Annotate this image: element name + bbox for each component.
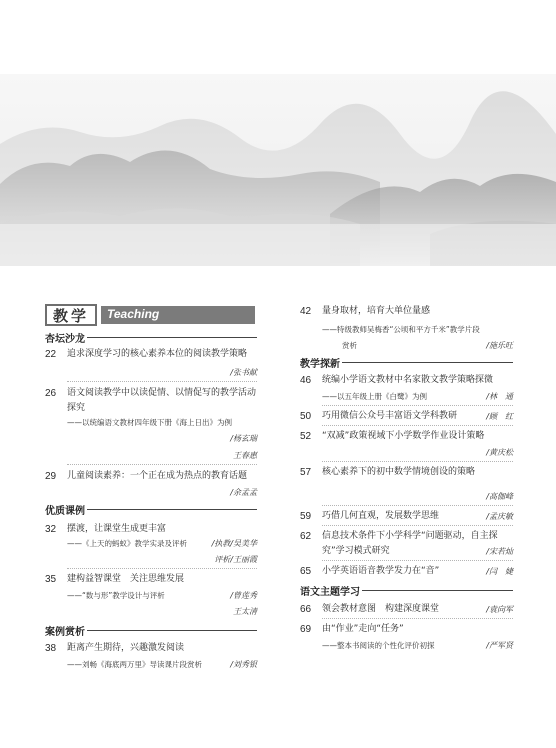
author: /林 通 — [486, 392, 513, 401]
landscape-banner — [0, 74, 556, 266]
section-title: 优质课例 — [45, 502, 257, 516]
page-number: 38 — [45, 643, 57, 654]
author: /曾莲秀 — [230, 591, 257, 600]
author: /执教/吴美华 — [211, 539, 257, 548]
page-number: 50 — [300, 411, 312, 422]
article-title: 量身取材，培育大单位量感 — [322, 306, 431, 316]
article-title: 语文阅读教学中以读促情、以情促写的教学活动探究 — [67, 388, 257, 413]
author: /孟庆敏 — [486, 512, 513, 521]
toc-entry[interactable] — [300, 529, 513, 559]
toc-left-column — [45, 304, 257, 672]
page-number: 46 — [300, 375, 312, 386]
article-title: 统编小学语文教材中名家散文教学策略探微 — [322, 375, 494, 385]
author: /闫 婕 — [486, 567, 513, 576]
article-title: 追求深度学习的核心素养本位的阅读教学策略 — [67, 349, 248, 359]
page-number: 66 — [300, 604, 312, 615]
article-subtitle: ——刘畅《海底两万里》导读课片段赏析 — [67, 660, 202, 669]
page-number: 65 — [300, 566, 312, 577]
page-number: 35 — [45, 574, 57, 585]
page-number: 29 — [45, 471, 57, 482]
author: 评析/王丽霞 — [214, 555, 257, 564]
article-title: 建构益智课堂 关注思维发展 — [67, 574, 185, 584]
article-title: 儿童阅读素养：一个正在成为热点的教育话题 — [67, 471, 248, 481]
section-header-teaching — [45, 304, 257, 326]
section-title: 教学探新 — [300, 355, 513, 369]
article-title: “双减”政策视域下小学数学作业设计策略 — [322, 431, 485, 441]
article-subtitle: ——特级教师吴梅香“公顷和平方千米”教学片段 — [322, 325, 480, 334]
article-title: 摆渡，让课堂生成更丰富 — [67, 524, 167, 534]
toc-entry[interactable] — [45, 641, 257, 672]
page-number: 22 — [45, 349, 57, 360]
page-number: 26 — [45, 388, 57, 399]
header-english: Teaching — [107, 307, 160, 321]
toc-entry[interactable] — [300, 465, 513, 504]
article-title: 信息技术条件下小学科学“问题驱动，自主探究”学习模式研究 — [322, 531, 498, 556]
author: /宋若灿 — [486, 547, 513, 556]
section-title: 语文主题学习 — [300, 583, 513, 597]
author: 王太清 — [233, 607, 257, 616]
toc-entry[interactable] — [45, 469, 257, 500]
toc-entry[interactable] — [300, 304, 513, 353]
page-number: 42 — [300, 306, 312, 317]
article-title: 巧用微信公众号丰富语文学科教研 — [322, 411, 458, 421]
article-subtitle: ——以统编语文教材四年级下册《海上日出》为例 — [67, 418, 232, 427]
article-title: 小学英语语音教学发力在“音” — [322, 566, 440, 576]
author: /黄庆松 — [486, 448, 513, 457]
toc-entry[interactable] — [300, 622, 513, 653]
article-subtitle: 赏析 — [342, 341, 357, 350]
author: 王春惠 — [233, 451, 257, 460]
author: /刘秀银 — [230, 660, 257, 669]
toc-entry[interactable] — [45, 386, 257, 463]
author: /施乐旺 — [486, 341, 513, 350]
page-number: 69 — [300, 624, 312, 635]
article-title: 核心素养下的初中数学情境创设的策略 — [322, 467, 476, 477]
toc-entry[interactable] — [45, 522, 257, 567]
author: /高伽峰 — [486, 492, 513, 501]
toc-right-column — [300, 304, 513, 653]
author: /袁向军 — [486, 605, 513, 614]
section-title: 杏坛沙龙 — [45, 330, 257, 344]
toc-entry[interactable] — [45, 347, 257, 380]
toc-entry[interactable] — [300, 409, 513, 424]
toc-entry[interactable] — [300, 602, 513, 617]
article-subtitle: ——整本书阅读的个性化评价初探 — [322, 641, 435, 650]
article-title: 巧借几何直观，发展数学思维 — [322, 511, 440, 521]
author: /严军贤 — [486, 641, 513, 650]
author: /杨玄瑞 — [230, 434, 257, 443]
author: /顾 红 — [486, 412, 513, 421]
page-number: 57 — [300, 467, 312, 478]
page-number: 32 — [45, 524, 57, 535]
page-number: 62 — [300, 531, 312, 542]
page-number: 59 — [300, 511, 312, 522]
article-subtitle: ——《上天的蚂蚁》教学实录及评析 — [67, 539, 187, 548]
mountain-landscape-image — [0, 74, 556, 266]
article-subtitle: ——以五年级上册《白鹭》为例 — [322, 392, 427, 401]
article-title: 由“作业”走向“任务” — [322, 624, 404, 634]
toc-entry[interactable] — [45, 572, 257, 619]
article-title: 距离产生期待，兴趣激发阅读 — [67, 643, 185, 653]
article-title: 领会教材意图 构建深度课堂 — [322, 604, 440, 614]
toc-entry[interactable] — [300, 509, 513, 524]
author: /余孟孟 — [230, 488, 257, 497]
article-subtitle: ——“数与形”教学设计与评析 — [67, 591, 165, 600]
section-title: 案例赏析 — [45, 623, 257, 637]
toc-entry[interactable] — [300, 564, 513, 579]
header-title: 教学 — [45, 304, 97, 326]
author: /张书献 — [230, 368, 257, 377]
page-number: 52 — [300, 431, 312, 442]
toc-entry[interactable] — [300, 429, 513, 460]
toc-entry[interactable] — [300, 373, 513, 404]
